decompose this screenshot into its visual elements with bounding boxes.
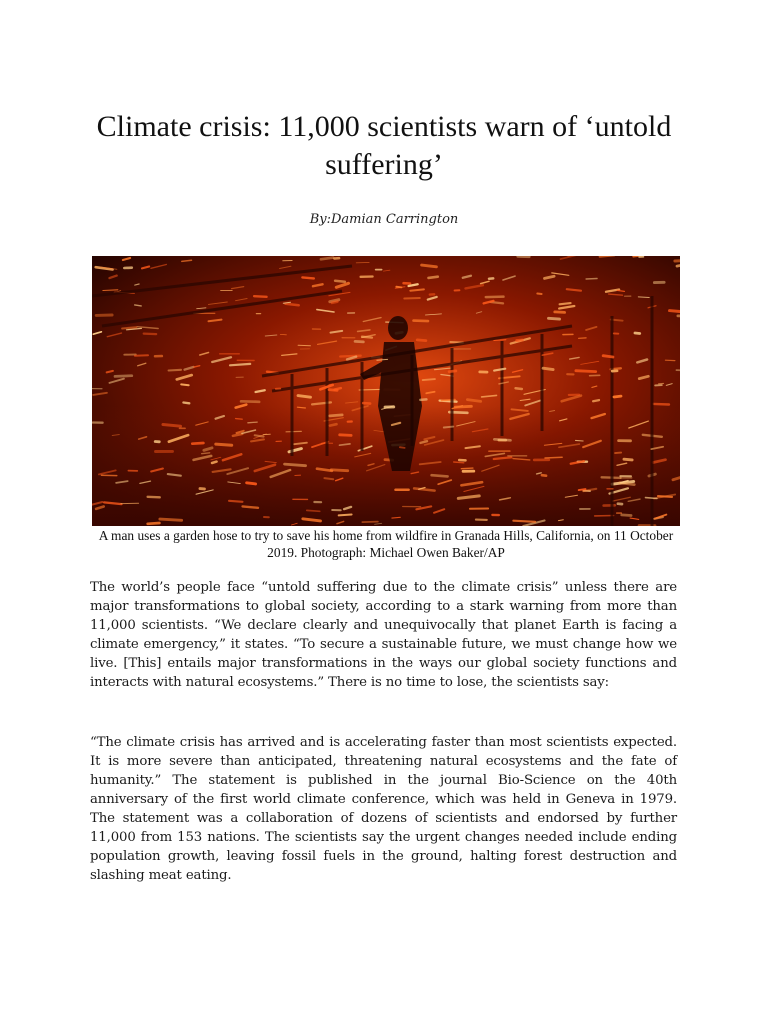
ember-streak (576, 440, 584, 441)
ember-streak (135, 355, 148, 356)
ember-streak (646, 498, 657, 499)
ember-streak (423, 379, 435, 380)
article-title: Climate crisis: 11,000 scientists warn of ‘untold suffering’ (96, 110, 672, 181)
ember-streak (160, 519, 182, 520)
ember-streak (586, 279, 597, 280)
ember-streak (324, 478, 333, 479)
ember-streak (579, 489, 586, 490)
article-byline: By:Damian Carrington (309, 212, 459, 227)
ember-streak (670, 311, 680, 312)
ember-streak (103, 290, 118, 291)
ember-streak (517, 340, 523, 341)
ember-streak (549, 318, 560, 319)
ember-streak (247, 483, 256, 484)
ember-streak (169, 370, 181, 371)
ember-streak (654, 404, 669, 405)
ember-streak (615, 453, 621, 454)
photo-caption: A man uses a garden hose to try to save his home from wildfire in Granada Hills, California, on 11 October 2019. Photograph: Michael Owen Baker/AP (98, 528, 674, 560)
ember-streak (202, 453, 210, 454)
ember-streak (513, 521, 535, 522)
ember-streak (410, 289, 424, 290)
ember-streak (543, 368, 553, 369)
ember-streak (593, 400, 599, 401)
ember-streak (321, 258, 333, 260)
ember-streak (404, 298, 420, 299)
ember-streak (254, 296, 267, 297)
ember-streak (122, 327, 136, 328)
ember-streak (229, 501, 242, 502)
ember-streak (400, 447, 405, 448)
ember-streak (340, 435, 351, 436)
ember-streak (212, 462, 217, 463)
ember-streak (340, 356, 361, 357)
ember-streak (216, 444, 232, 445)
ember-streak (363, 403, 370, 404)
ember-streak (307, 510, 320, 511)
ember-streak (567, 289, 581, 291)
ember-streak (181, 384, 189, 385)
ember-streak (148, 523, 160, 524)
ember-streak (339, 515, 352, 516)
ember-streak (135, 305, 142, 306)
ember-streak (255, 435, 264, 436)
ember-streak (330, 424, 337, 425)
ember-streak (329, 390, 337, 391)
ember-streak (638, 297, 649, 298)
ember-streak (675, 261, 680, 262)
ember-streak (545, 457, 562, 458)
ember-streak (467, 400, 480, 402)
ember-streak (183, 403, 189, 404)
ember-streak (335, 281, 345, 282)
ember-streak (248, 422, 257, 423)
ember-streak (542, 475, 546, 476)
ember-streak (396, 287, 401, 288)
ember-streak (298, 345, 310, 346)
ember-streak (115, 376, 132, 377)
ember-streak (355, 341, 363, 342)
ember-streak (429, 277, 438, 278)
ember-streak (624, 459, 632, 460)
ember-streak (285, 304, 298, 305)
ember-streak (144, 334, 157, 335)
ember-streak (432, 475, 448, 476)
ember-streak (243, 506, 258, 507)
ember-streak (560, 303, 571, 304)
ember-streak (422, 265, 437, 267)
ember-streak (148, 497, 160, 498)
ember-streak (494, 439, 510, 440)
ember-streak (163, 425, 181, 427)
ember-streak (486, 297, 504, 298)
ember-streak (192, 443, 203, 444)
ember-streak (302, 277, 313, 278)
ember-streak (332, 302, 337, 303)
ember-streak (236, 419, 243, 420)
ember-streak (622, 515, 631, 516)
ember-streak (461, 468, 473, 469)
article-paragraph-1: The world’s people face “untold suffering due to the climate crisis” unless there are major transformations to global society, according to a stark warning from more than 11,000 scientists. “We declare clearly and unequivocally that planet Earth is facing a climate emergency,” it states. “To secure a sustainable future, we must change how we live. [This] entails major transformations in the ways our global society functions and interacts with natural ecosystems.” There is no time to lose, the scientists say: (90, 580, 677, 690)
ember-streak (230, 364, 250, 365)
ember-streak (417, 340, 426, 341)
ember-streak (658, 496, 672, 497)
ember-streak (603, 356, 613, 357)
ember-streak (537, 294, 541, 295)
wildfire-photo (92, 256, 680, 526)
ember-streak (516, 388, 522, 389)
ember-streak (331, 470, 348, 471)
ember-streak (454, 462, 464, 463)
ember-streak (614, 396, 621, 397)
ember-streak (298, 396, 311, 398)
ember-streak (297, 407, 305, 408)
ember-streak (677, 265, 680, 267)
article-paragraph-2: “The climate crisis has arrived and is accelerating faster than most scientists expected. It is more severe than anticipated, threatening natural ecosystems and the fate of humanity.” The statement is published in the journal Bio-Science on the 40th anniversary of the first world climate conference, which was held in Geneva in 1979. The statement was a collaboration of dozens of scientists and endorsed by further 11,000 from 153 nations. The scientists say the urgent changes needed include ending population growth, leaving fossil fuels in the ground, halting forest destruction and slashing meat eating. (90, 735, 677, 883)
ember-streak (285, 464, 306, 466)
ember-streak (444, 427, 454, 428)
ember-streak (449, 371, 456, 372)
ember-streak (421, 441, 428, 443)
ember-streak (676, 370, 680, 371)
ember-streak (576, 371, 596, 372)
ember-streak (263, 434, 270, 435)
ember-streak (330, 415, 343, 416)
ember-streak (414, 321, 429, 322)
ember-streak (241, 401, 259, 402)
ember-streak (362, 522, 378, 523)
ember-streak (555, 312, 565, 313)
ember-streak (635, 333, 640, 334)
ember-streak (420, 399, 426, 400)
